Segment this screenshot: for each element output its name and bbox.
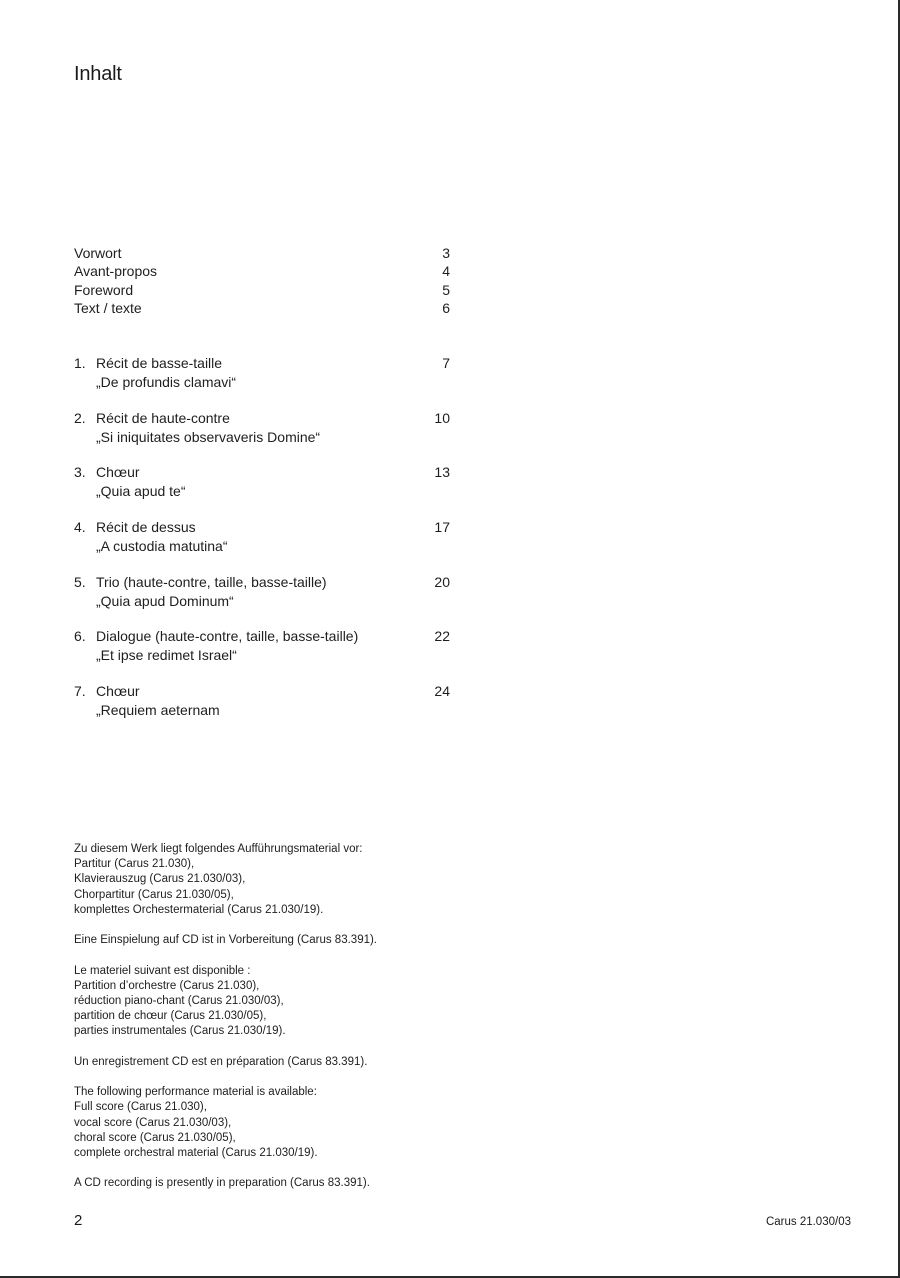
note-line: vocal score (Carus 21.030/03), — [74, 1116, 232, 1129]
note-line: Klavierauszug (Carus 21.030/03), — [74, 873, 246, 886]
note-block-german-cd — [74, 933, 634, 948]
note-line: Le materiel suivant est disponible : — [74, 964, 251, 977]
note-block-english-cd — [74, 1176, 634, 1191]
toc-entry-page: 6 — [442, 299, 450, 316]
movement-page: 20 — [434, 573, 450, 590]
movement-title: Chœur — [96, 464, 140, 481]
performance-material-notes — [74, 842, 634, 1207]
toc-movements — [74, 354, 450, 737]
note-line: réduction piano-chant (Carus 21.030/03), — [74, 995, 284, 1007]
toc-entry-page: 3 — [442, 245, 450, 261]
movement-title: Récit de haute-contre — [96, 409, 230, 426]
movement-number: 3. — [74, 464, 86, 481]
note-line: complete orchestral material (Carus 21.030/19). — [74, 1147, 318, 1159]
toc-movement-6[interactable] — [74, 627, 450, 682]
toc-entry-page: 4 — [442, 263, 450, 280]
toc-movement-7[interactable] — [74, 682, 450, 737]
toc-front-matter — [74, 244, 450, 317]
note-line: Chorpartitur (Carus 21.030/05), — [74, 888, 234, 901]
note-block-german — [74, 842, 634, 918]
note-line: komplettes Orchestermaterial (Carus 21.030/19). — [74, 903, 324, 916]
note-line: Eine Einspielung auf CD ist in Vorbereitung (Carus 83.391). — [74, 934, 378, 947]
movement-title: Récit de dessus — [96, 519, 196, 536]
movement-incipit: „Et ipse redimet Israel“ — [96, 647, 237, 664]
movement-page: 17 — [434, 519, 450, 536]
footer-page-number: 2 — [74, 1212, 83, 1229]
note-line: Partition d’orchestre (Carus 21.030), — [74, 979, 260, 992]
note-line: The following performance material is available: — [74, 1086, 317, 1099]
movement-page: 10 — [434, 409, 450, 426]
movement-number: 1. — [74, 355, 86, 371]
movement-page: 22 — [434, 628, 450, 645]
movement-title: Récit de basse-taille — [96, 355, 223, 371]
movement-page: 7 — [442, 355, 450, 371]
note-line: Full score (Carus 21.030), — [74, 1101, 207, 1114]
movement-number: 2. — [74, 409, 86, 426]
movement-incipit: „Si iniquitates observaveris Domine“ — [96, 428, 321, 445]
note-line: choral score (Carus 21.030/05), — [74, 1131, 236, 1144]
movement-incipit: „Quia apud te“ — [96, 483, 186, 500]
note-line: partition de chœur (Carus 21.030/05), — [74, 1010, 267, 1023]
movement-number: 6. — [74, 628, 86, 645]
toc-entry-label: Foreword — [74, 281, 134, 298]
movement-title: Dialogue (haute-contre, taille, basse-taille) — [96, 628, 359, 645]
movement-incipit: „A custodia matutina“ — [96, 538, 228, 555]
toc-entry-label: Text / texte — [74, 299, 142, 316]
toc-movement-2[interactable] — [74, 409, 450, 464]
toc-entry-label: Avant-propos — [74, 263, 158, 280]
page-title: Inhalt — [74, 63, 122, 85]
toc-entry-avant-propos[interactable] — [74, 262, 450, 280]
toc-movement-4[interactable] — [74, 518, 450, 573]
movement-page: 13 — [434, 464, 450, 481]
toc-entry-vorwort[interactable] — [74, 244, 450, 262]
toc-movement-5[interactable] — [74, 573, 450, 628]
footer-catalog-number: Carus 21.030/03 — [765, 1216, 851, 1228]
movement-incipit: „De profundis clamavi“ — [96, 374, 237, 390]
movement-title: Chœur — [96, 683, 140, 700]
movement-incipit: „Quia apud Dominum“ — [96, 592, 234, 609]
note-block-french-cd — [74, 1055, 634, 1070]
note-block-french — [74, 964, 634, 1040]
movement-incipit: „Requiem aeternam — [96, 702, 220, 719]
toc-movement-1[interactable] — [74, 354, 450, 409]
movement-number: 5. — [74, 573, 86, 590]
note-line: Zu diesem Werk liegt folgendes Aufführungsmaterial vor: — [74, 843, 363, 855]
note-line: Un enregistrement CD est en préparation (Carus 83.391). — [74, 1055, 368, 1068]
movement-page: 24 — [434, 683, 450, 700]
toc-movement-3[interactable] — [74, 463, 450, 518]
note-line: parties instrumentales (Carus 21.030/19). — [74, 1025, 286, 1038]
movement-number: 7. — [74, 683, 86, 700]
toc-entry-label: Vorwort — [74, 245, 122, 261]
toc-entry-page: 5 — [442, 281, 450, 298]
toc-entry-text[interactable] — [74, 299, 450, 317]
note-line: Partitur (Carus 21.030), — [74, 858, 195, 871]
movement-title: Trio (haute-contre, taille, basse-taille) — [96, 573, 327, 590]
movement-number: 4. — [74, 519, 86, 536]
toc-entry-foreword[interactable] — [74, 281, 450, 299]
note-block-english — [74, 1085, 634, 1161]
note-line: A CD recording is presently in preparation (Carus 83.391). — [74, 1177, 370, 1190]
